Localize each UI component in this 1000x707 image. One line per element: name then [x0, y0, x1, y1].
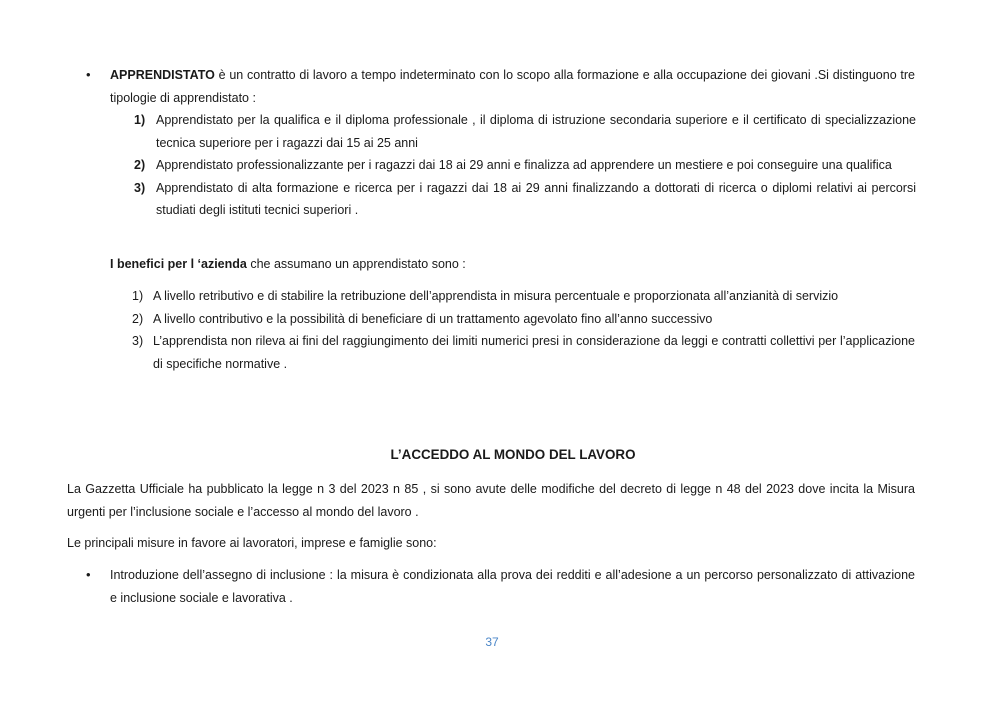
- list-item-number: 3): [132, 334, 144, 349]
- section-heading: L’ACCEDDO AL MONDO DEL LAVORO: [390, 447, 636, 462]
- bullet-icon: •: [86, 567, 91, 582]
- bullet-icon: •: [86, 67, 91, 82]
- benefits-list: [132, 285, 915, 375]
- list-item: [134, 154, 916, 177]
- benefits-lead-bold: I benefici per l ‘azienda: [110, 257, 247, 271]
- list-item: [134, 177, 916, 222]
- section-paragraph-1: La Gazzetta Ufficiale ha pubblicato la legge n 3 del 2023 n 85 , si sono avute delle modifiche del decreto di legge n 48 del 2023 dove incita la Misura urgenti per l’inclusione sociale e l’accesso al mondo del lavoro .: [67, 482, 915, 519]
- benefits-lead: [110, 253, 915, 276]
- page-number: 37: [485, 635, 499, 649]
- inclusion-bullet: [86, 564, 915, 609]
- list-item-text: Apprendistato professionalizzante per i ragazzi dai 18 ai 29 anni e finalizza ad apprendere un mestiere e poi conseguire una qualifica: [156, 158, 892, 173]
- inclusion-bullet-text: Introduzione dell’assegno di inclusione : la misura è condizionata alla prova dei redditi e all’adesione a un percorso personalizzato di attivazione e inclusione sociale e lavorativa .: [110, 568, 915, 605]
- list-item-number: 1): [132, 289, 144, 303]
- list-item: [132, 308, 915, 331]
- apprendistato-types-list: [134, 109, 916, 222]
- list-item-text: L’apprendista non rileva ai fini del raggiungimento dei limiti numerici presi in considerazione da leggi e contratti collettivi per l’applicazione di specifiche normative .: [153, 334, 915, 371]
- apprendistato-bullet: [86, 64, 915, 109]
- benefits-lead-text: che assumano un apprendistato sono :: [246, 257, 466, 271]
- list-item-text: Apprendistato per la qualifica e il diploma professionale , il diploma di istruzione secondaria superiore e il certificato di specializzazione tecnica superiore per i ragazzi dai 15 ai 25 anni: [156, 113, 916, 150]
- list-item-text: A livello retributivo e di stabilire la retribuzione dell’apprendista in misura percentuale e proporzionata all’anzianità di servizio: [153, 289, 839, 303]
- apprendistato-term: APPRENDISTATO: [110, 68, 215, 82]
- list-item-number: 1): [134, 113, 146, 127]
- list-item-number: 2): [132, 311, 144, 326]
- list-item: [132, 285, 915, 308]
- list-item-text: A livello contributivo e la possibilità di beneficiare di un trattamento agevolato fino all’anno successivo: [153, 311, 713, 326]
- section-paragraph-2: Le principali misure in favore ai lavoratori, imprese e famiglie sono:: [67, 536, 437, 550]
- list-item-number: 3): [134, 180, 146, 195]
- apprendistato-definition: è un contratto di lavoro a tempo indeterminato con lo scopo alla formazione e alla occupazione dei giovani .Si distinguono tre tipologie di apprendistato :: [110, 68, 915, 105]
- list-item: [132, 330, 915, 375]
- list-item-number: 2): [134, 158, 146, 173]
- list-item-text: Apprendistato di alta formazione e ricerca per i ragazzi dai 18 ai 29 anni finalizzando a dottorati di ricerca o diplomi relativi ai percorsi studiati degli istituti tecnici superiori .: [156, 180, 916, 218]
- list-item: [134, 109, 916, 154]
